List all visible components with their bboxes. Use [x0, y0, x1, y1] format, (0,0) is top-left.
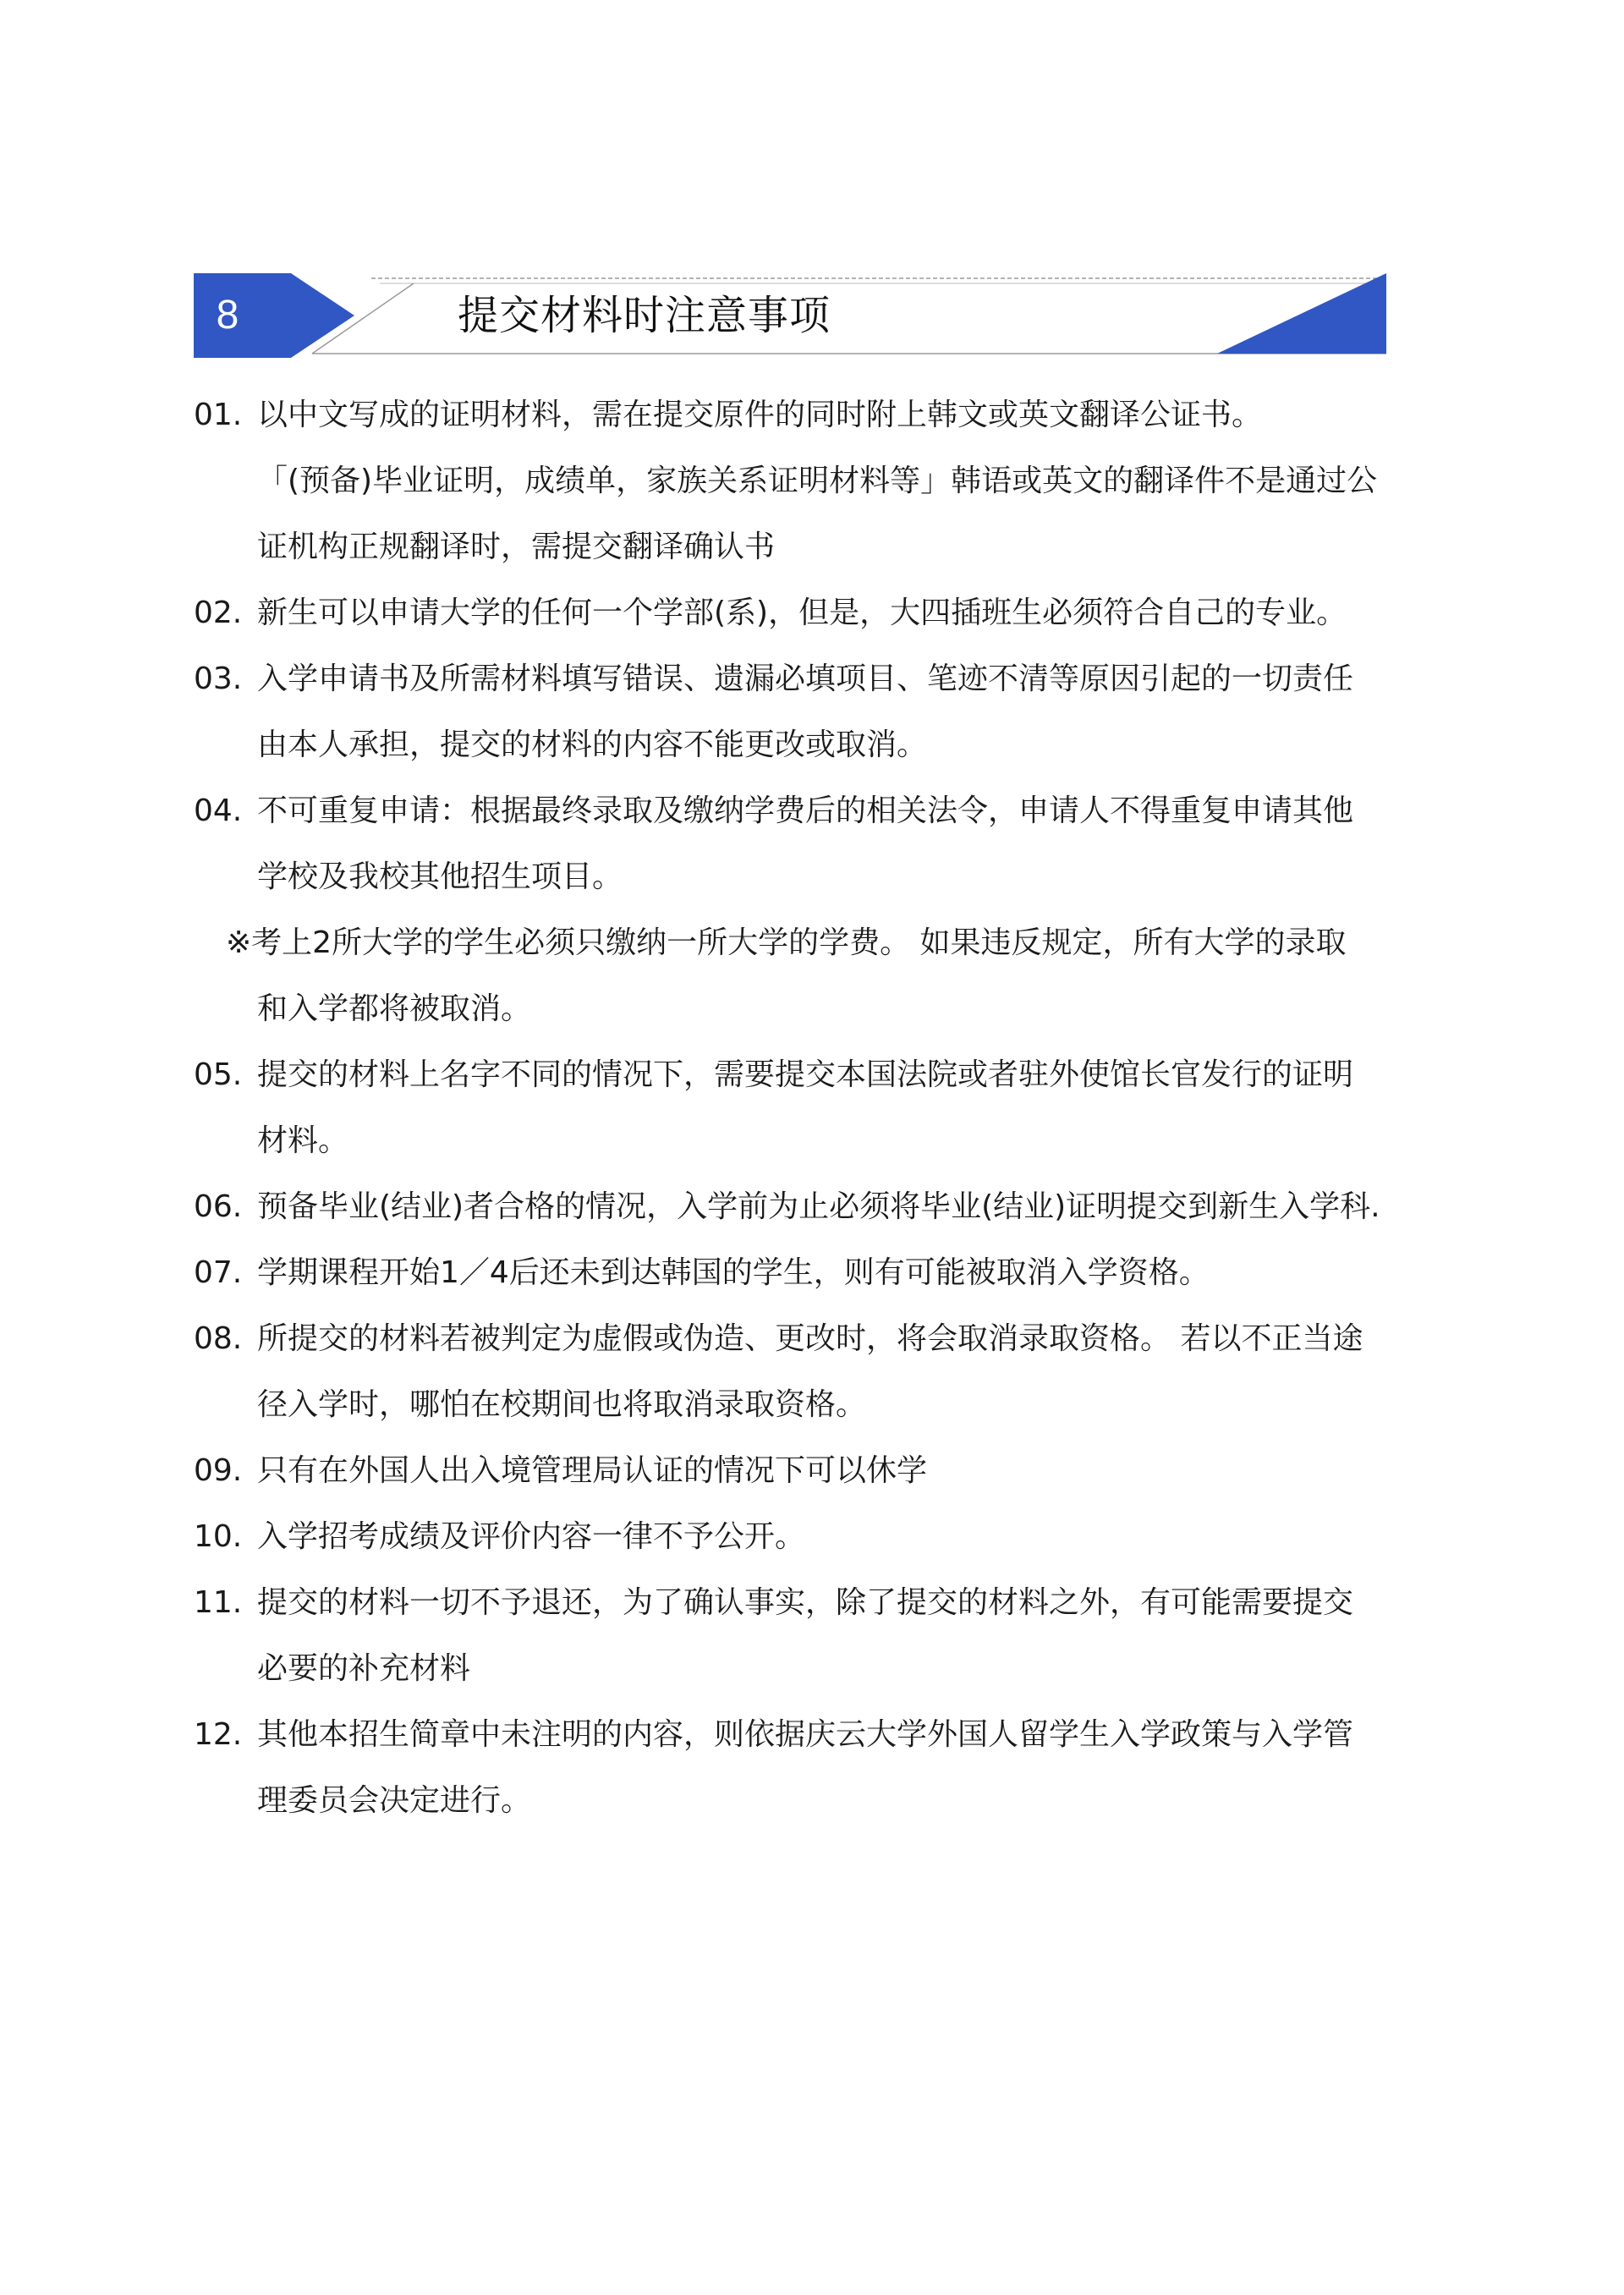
section-title: 提交材料时注意事项: [458, 292, 831, 339]
item-number: 05.: [194, 1057, 243, 1092]
notice-item: [194, 1306, 1462, 1372]
item-text: 不可重复申请：根据最终录取及缴纳学费后的相关法令，申请人不得重复申请其他: [257, 793, 1354, 828]
item-continuation: 理委员会决定进行。: [257, 1783, 532, 1818]
item-number: 10.: [194, 1519, 243, 1554]
notice-item: [194, 1240, 1462, 1306]
item-text: 以中文写成的证明材料，需在提交原件的同时附上韩文或英文翻译公证书。: [257, 398, 1263, 432]
section-number: 8: [216, 293, 239, 338]
item-continuation: 径入学时，哪怕在校期间也将取消录取资格。: [257, 1387, 867, 1422]
item-text: 新生可以申请大学的任何一个学部(系)，但是，大四插班生必须符合自己的专业。: [257, 596, 1347, 630]
item-number: 12.: [194, 1717, 243, 1752]
item-number: 03.: [194, 662, 243, 696]
notice-remark: ※考上2所大学的学生必须只缴纳一所大学的学费。 如果违反规定，所有大学的录取: [226, 925, 1347, 960]
item-text: 只有在外国人出入境管理局认证的情况下可以休学: [257, 1453, 928, 1488]
item-continuation: 「(预备)毕业证明，成绩单，家族关系证明材料等」韩语或英文的翻译件不是通过公: [257, 464, 1378, 498]
notice-item: [194, 382, 1462, 448]
item-text: 入学招考成绩及评价内容一律不予公开。: [257, 1519, 806, 1554]
notes-list: [194, 382, 1462, 1834]
item-continuation: 必要的补充材料: [257, 1651, 471, 1686]
item-continuation: 学校及我校其他招生项目。: [257, 859, 623, 894]
notice-item: [194, 1570, 1462, 1636]
notice-item: [194, 1504, 1462, 1570]
item-continuation: 证机构正规翻译时，需提交翻译确认书: [257, 530, 776, 564]
item-text: 提交的材料上名字不同的情况下，需要提交本国法院或者驻外使馆长官发行的证明: [257, 1057, 1354, 1092]
notice-item: [194, 1042, 1462, 1108]
item-number: 04.: [194, 793, 243, 828]
item-text: 其他本招生简章中未注明的内容，则依据庆云大学外国人留学生入学政策与入学管: [257, 1717, 1354, 1752]
item-continuation: 和入学都将被取消。: [257, 991, 532, 1026]
item-text: 提交的材料一切不予退还，为了确认事实，除了提交的材料之外，有可能需要提交: [257, 1585, 1354, 1620]
notice-item: [194, 1702, 1462, 1768]
item-number: 06.: [194, 1189, 243, 1224]
notice-item: [194, 1174, 1462, 1240]
notice-item: [194, 580, 1462, 646]
item-text: 预备毕业(结业)者合格的情况，入学前为止必须将毕业(结业)证明提交到新生入学科.: [257, 1189, 1380, 1224]
item-continuation: 材料。: [257, 1123, 349, 1158]
item-continuation: 由本人承担，提交的材料的内容不能更改或取消。: [257, 727, 928, 762]
item-number: 01.: [194, 398, 243, 432]
section-banner: [194, 273, 1386, 358]
item-number: 07.: [194, 1255, 243, 1290]
notice-item: [194, 1438, 1462, 1504]
notice-item: [194, 778, 1462, 844]
item-number: 02.: [194, 596, 243, 630]
item-text: 所提交的材料若被判定为虚假或伪造、更改时，将会取消录取资格。 若以不正当途: [257, 1321, 1363, 1356]
item-number: 08.: [194, 1321, 243, 1356]
item-text: 学期课程开始1／4后还未到达韩国的学生，则有可能被取消入学资格。: [257, 1255, 1210, 1290]
notice-item: [194, 646, 1462, 712]
item-number: 09.: [194, 1453, 243, 1488]
item-text: 入学申请书及所需材料填写错误、遗漏必填项目、笔迹不清等原因引起的一切责任: [257, 662, 1354, 696]
item-number: 11.: [194, 1585, 243, 1620]
